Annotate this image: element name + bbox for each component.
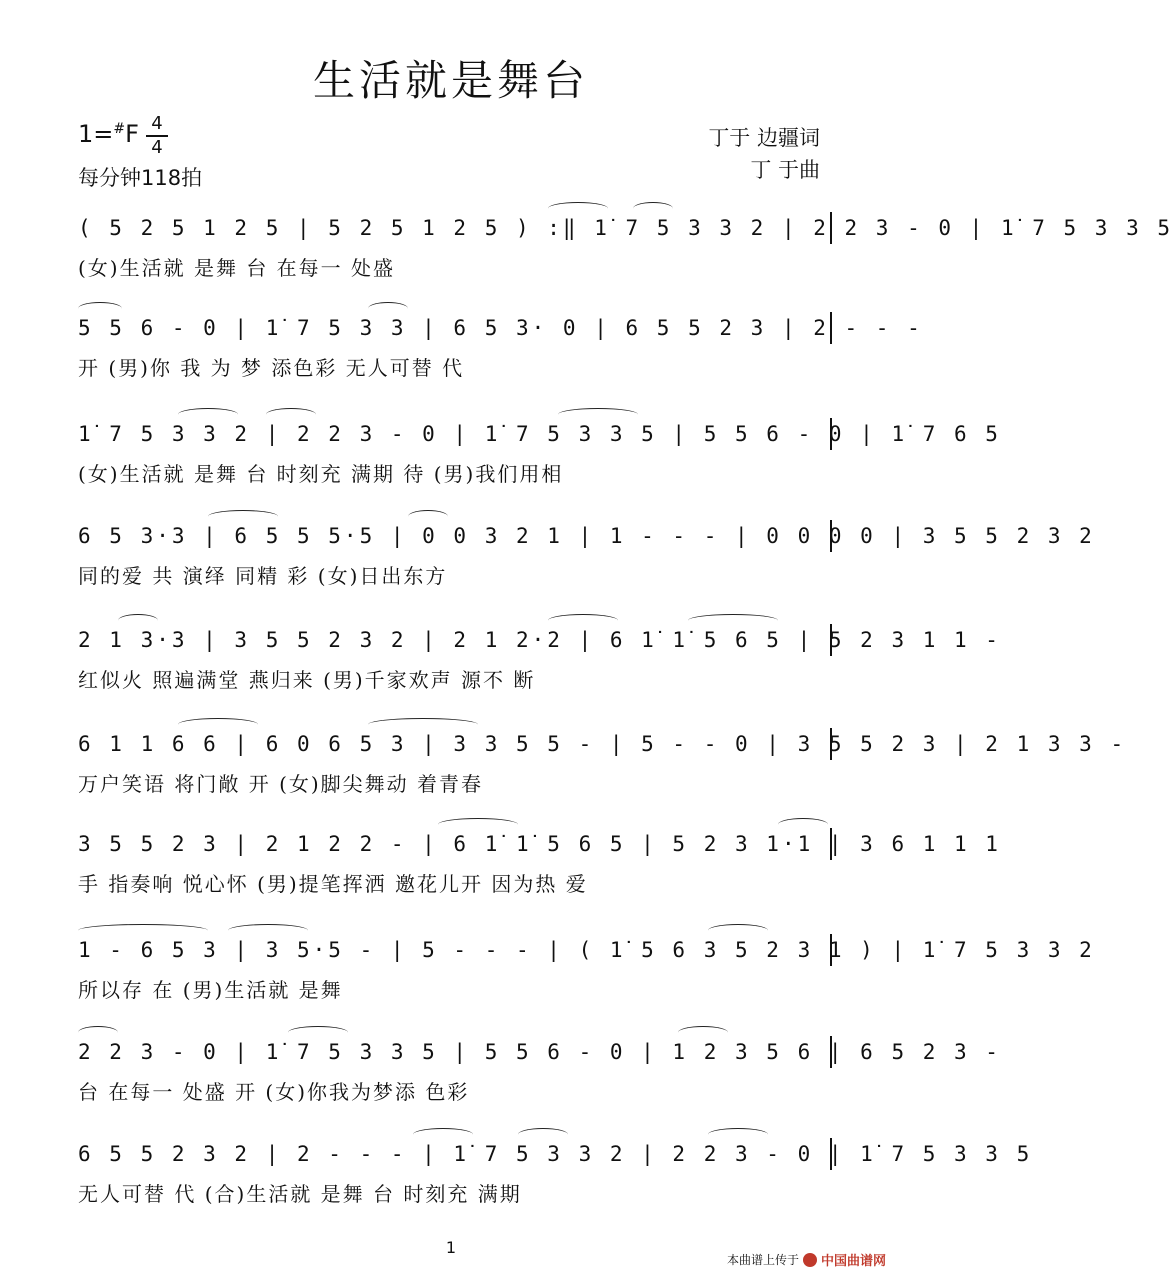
score-row-9 (78, 1036, 1001, 1106)
slur-mark (708, 924, 768, 937)
slur-mark (78, 924, 208, 937)
score-row-10 (78, 1138, 1033, 1208)
time-signature (146, 114, 168, 158)
score-row-8 (78, 934, 1095, 1004)
slur-mark (518, 1128, 568, 1141)
slur-mark (78, 1026, 118, 1039)
footer-text: 本曲谱上传于 (726, 1253, 799, 1267)
notation-line: 5 5 6 - 0 | 1̇ 7 5 3 3 | 6 5 3· 0 | 6 5 5 2 3 | 2 - - - (78, 312, 832, 344)
lyrics-line: 开 (男)你 我 为 梦 添色彩 无人可替 代 (78, 356, 465, 380)
slur-mark (548, 202, 608, 215)
time-bottom: 4 (151, 137, 163, 158)
slur-mark (368, 718, 478, 731)
slur-mark (288, 1026, 348, 1039)
notation-line: 6 5 3·3 | 6 5 5 5·5 | 0 0 3 2 1 | 1 - - - | 0 0 0 0 | 3 5 5 2 3 2 (78, 520, 832, 552)
time-top: 4 (151, 113, 163, 134)
score-row-4 (78, 520, 1095, 590)
page-number: 1 (445, 1238, 457, 1257)
slur-mark (266, 408, 316, 421)
slur-mark (413, 1128, 473, 1141)
score-row-2 (78, 312, 923, 382)
site-logo-icon (803, 1253, 817, 1267)
footer-site-name[interactable]: 中国曲谱网 (820, 1254, 886, 1269)
lyrics-line: (女)生活就 是舞 台 在每一 处盛 (78, 256, 396, 280)
lyrics-line: (女)生活就 是舞 台 时刻充 满期 待 (男)我们用相 (78, 462, 564, 486)
lyrics-line: 同的爱 共 演绎 同精 彩 (女)日出东方 (78, 564, 448, 588)
slur-mark (368, 302, 408, 315)
notation-line: 3 5 5 2 3 | 2 1 2 2 - | 6 1̇ 1̇ 5 6 5 | 5 2 3 1·1 | 3 6 1 1 1 (78, 828, 832, 860)
slur-mark (688, 614, 778, 627)
key-prefix: 1= (78, 120, 114, 148)
slur-mark (708, 1128, 768, 1141)
lyrics-line: 红似火 照遍满堂 燕归来 (男)千家欢声 源不 断 (78, 668, 536, 692)
slur-mark (438, 818, 518, 831)
slur-mark (778, 818, 828, 831)
score-row-3 (78, 418, 1001, 488)
lyrics-line: 所以存 在 (男)生活就 是舞 (78, 978, 343, 1002)
notation-line: 6 1 1 6 6 | 6 0 6 5 3 | 3 3 5 5 - | 5 - - 0 | 3 5 5 2 3 | 2 1 3 3 - (78, 728, 832, 760)
sharp-sign: # (113, 121, 126, 137)
notation-line: 6 5 5 2 3 2 | 2 - - - | 1̇ 7 5 3 3 2 | 2 2 3 - 0 | 1̇ 7 5 3 3 5 (78, 1138, 832, 1170)
slur-mark (118, 614, 158, 627)
slur-mark (78, 302, 122, 315)
notation-line: 1 - 6 5 3 | 3 5·5 - | 5 - - - | ( 1̇ 5 6 3 5 2 3 1 ) | 1̇ 7 5 3 3 2 (78, 934, 832, 966)
lyrics-line: 手 指奏响 悦心怀 (男)提笔挥洒 邀花儿开 因为热 爱 (78, 872, 588, 896)
notation-line: ( 5 2 5 1 2 5 | 5 2 5 1 2 5 ) :‖ 1̇ 7 5 3 3 2 | 2 2 3 - 0 | 1̇ 7 5 3 3 5 (78, 212, 832, 244)
notation-line: 1̇ 7 5 3 3 2 | 2 2 3 - 0 | 1̇ 7 5 3 3 5 | 5 5 6 - 0 | 1̇ 7 6 5 (78, 418, 832, 450)
slur-mark (408, 510, 448, 523)
page-title: 生活就是舞台 (312, 56, 589, 105)
lyrics-line: 无人可替 代 (合)生活就 是舞 台 时刻充 满期 (78, 1182, 522, 1206)
slur-mark (208, 510, 278, 523)
score-row-5 (78, 624, 1001, 694)
notation-line: 2 2 3 - 0 | 1̇ 7 5 3 3 5 | 5 5 6 - 0 | 1 2 3 5 6 | 6 5 2 3 - (78, 1036, 832, 1068)
score-row-6 (78, 728, 1127, 798)
lyricist-credit: 丁于 边疆词 (708, 126, 820, 150)
slur-mark (178, 718, 258, 731)
tempo-marking: 每分钟118拍 (78, 166, 203, 190)
footer-credit (727, 1250, 886, 1269)
lyrics-line: 台 在每一 处盛 开 (女)你我为梦添 色彩 (78, 1080, 470, 1104)
slur-mark (558, 408, 638, 421)
slur-mark (178, 408, 238, 421)
key-signature (78, 120, 139, 148)
lyrics-line: 万户笑语 将门敞 开 (女)脚尖舞动 着青春 (78, 772, 484, 796)
key-note: F (125, 120, 139, 148)
composer-credit: 丁 于曲 (750, 158, 820, 182)
slur-mark (633, 202, 673, 215)
slur-mark (548, 614, 618, 627)
score-row-7 (78, 828, 1001, 898)
score-row-1 (78, 212, 1173, 282)
notation-line: 2 1 3·3 | 3 5 5 2 3 2 | 2 1 2·2 | 6 1̇ 1̇ 5 6 5 | 5 2 3 1 1 - (78, 624, 832, 656)
slur-mark (228, 924, 308, 937)
slur-mark (678, 1026, 728, 1039)
